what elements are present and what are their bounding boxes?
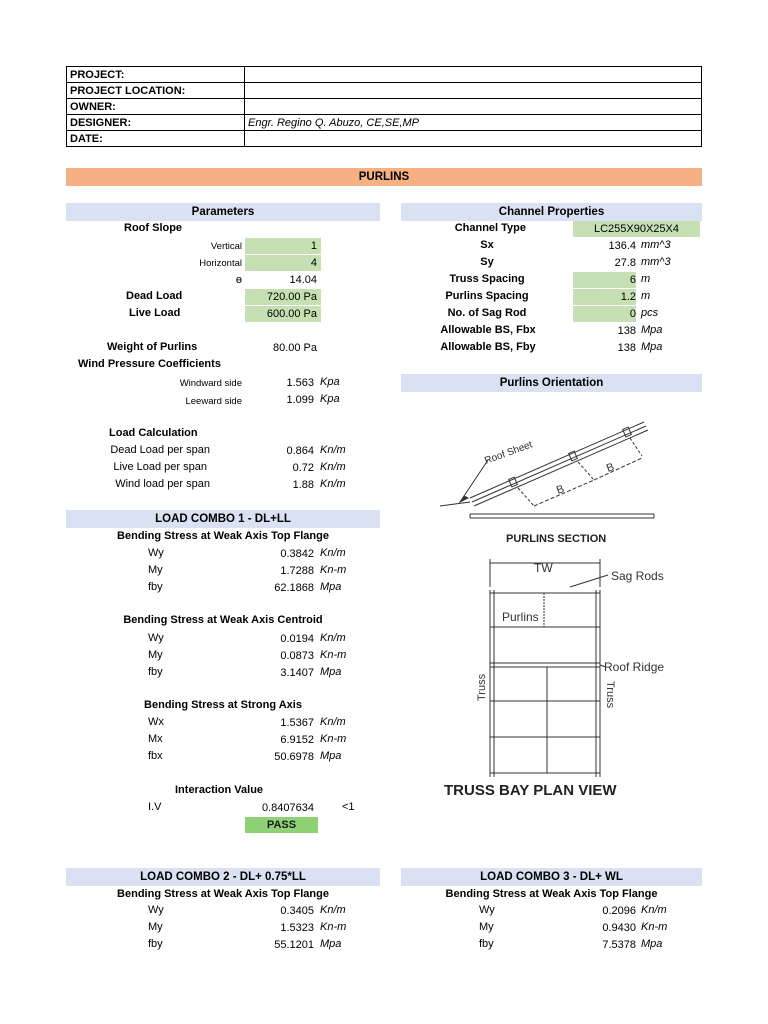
purlins-spacing-input[interactable]: 1.2	[573, 289, 636, 305]
sy-value: 27.8	[614, 257, 636, 269]
spacing-b-label-2: B	[604, 461, 616, 475]
leeward-label: Leeward side	[185, 396, 242, 407]
sag-rods-label: Sag Rods	[611, 569, 664, 583]
truss-spacing-unit: m	[641, 273, 651, 285]
spacing-b-label-1: B	[554, 483, 566, 497]
owner-value[interactable]	[245, 99, 702, 115]
combo2-wy-label: Wy	[148, 904, 164, 916]
roof-ridge-label: Roof Ridge	[604, 660, 665, 674]
combo3-my-unit: Kn-m	[641, 921, 668, 933]
allowable-fby-value: 138	[617, 342, 636, 354]
combo1-wy2-label: Wy	[148, 632, 164, 644]
combo1-fby2-unit: Mpa	[320, 666, 342, 678]
combo2-fby-unit: Mpa	[320, 938, 342, 950]
combo2-my-value: 1.5323	[280, 922, 314, 934]
leeward-value: 1.099	[286, 394, 314, 406]
combo1-my2-value: 0.0873	[280, 650, 314, 662]
truss-right-label: Truss	[604, 681, 616, 709]
weight-of-purlins-value: 80.00 Pa	[272, 342, 317, 354]
project-label: PROJECT:	[67, 67, 245, 83]
combo1-mx-value: 6.9152	[280, 734, 314, 746]
sx-value: 136.4	[608, 240, 636, 252]
sy-unit: mm^3	[641, 256, 671, 268]
combo1-fby2-label: fby	[148, 666, 163, 678]
combo1-my2-unit: Kn-m	[320, 649, 347, 661]
dead-load-input[interactable]: 720.00 Pa	[245, 289, 321, 305]
purlins-spacing-label: Purlins Spacing	[445, 290, 529, 302]
designer-label: DESIGNER:	[67, 115, 245, 131]
iv-limit: <1	[342, 801, 355, 813]
sag-rod-label: No. of Sag Rod	[447, 307, 527, 319]
combo1-wy2-unit: Kn/m	[320, 632, 346, 644]
combo1-wy1-unit: Kn/m	[320, 547, 346, 559]
combo1-fbx-label: fbx	[148, 750, 163, 762]
horizontal-label: Horizontal	[199, 258, 242, 269]
allowable-fbx-label: Allowable BS, Fbx	[440, 324, 536, 336]
combo2-top-flange-title: Bending Stress at Weak Axis Top Flange	[117, 888, 329, 900]
combo2-my-unit: Kn-m	[320, 921, 347, 933]
combo1-my1-value: 1.7288	[280, 565, 314, 577]
project-location-value[interactable]	[245, 83, 702, 99]
combo1-my1-unit: Kn-m	[320, 564, 347, 576]
live-load-per-span-value: 0.72	[292, 462, 314, 474]
theta-label: ɵ	[235, 274, 242, 286]
combo2-fby-value: 55.1201	[274, 939, 314, 951]
project-location-label: PROJECT LOCATION:	[67, 83, 245, 99]
combo3-wy-unit: Kn/m	[641, 904, 667, 916]
truss-left-label: Truss	[476, 673, 488, 701]
parameters-header: Parameters	[66, 203, 380, 221]
allowable-fby-unit: Mpa	[641, 341, 663, 353]
combo2-wy-value: 0.3405	[280, 905, 314, 917]
combo1-top-flange-title: Bending Stress at Weak Axis Top Flange	[117, 530, 329, 542]
purlins-spacing-unit: m	[641, 290, 651, 302]
wind-load-per-span-label: Wind load per span	[115, 478, 210, 490]
purlins-orientation-diagram	[430, 410, 660, 525]
allowable-fbx-unit: Mpa	[641, 324, 663, 336]
sy-label: Sy	[480, 256, 494, 268]
project-value[interactable]	[245, 67, 702, 83]
live-load-per-span-label: Live Load per span	[113, 461, 207, 473]
purlins-orientation-header: Purlins Orientation	[401, 374, 702, 392]
project-row	[67, 67, 702, 83]
date-label: DATE:	[67, 131, 245, 147]
live-load-input[interactable]: 600.00 Pa	[245, 306, 321, 322]
combo3-fby-label: fby	[479, 938, 494, 950]
vertical-label: Vertical	[210, 241, 242, 252]
combo1-wx-value: 1.5367	[280, 717, 314, 729]
channel-type-label: Channel Type	[454, 222, 526, 234]
load-calculation-label: Load Calculation	[109, 427, 198, 439]
dead-load-label: Dead Load	[126, 290, 183, 302]
load-combo-2-header: LOAD COMBO 2 - DL+ 0.75*LL	[66, 868, 380, 886]
combo2-fby-label: fby	[148, 938, 163, 950]
sx-label: Sx	[480, 239, 494, 251]
combo1-my2-label: My	[148, 649, 163, 661]
channel-properties-header: Channel Properties	[401, 203, 702, 221]
iv-label: I.V	[148, 801, 162, 813]
allowable-fby-label: Allowable BS, Fby	[440, 341, 536, 353]
vertical-input[interactable]: 1	[245, 238, 321, 254]
combo3-top-flange-title: Bending Stress at Weak Axis Top Flange	[445, 888, 658, 900]
combo3-my-value: 0.9430	[602, 922, 636, 934]
combo1-fby2-value: 3.1407	[280, 667, 314, 679]
combo2-wy-unit: Kn/m	[320, 904, 346, 916]
load-combo-1-header: LOAD COMBO 1 - DL+LL	[66, 510, 380, 528]
combo1-fby1-unit: Mpa	[320, 581, 342, 593]
tw-label: TW	[534, 561, 553, 575]
combo3-fby-value: 7.5378	[602, 939, 636, 951]
load-combo-3-header: LOAD COMBO 3 - DL+ WL	[401, 868, 702, 886]
project-location-row	[67, 83, 702, 99]
roof-slope-label: Roof Slope	[124, 222, 183, 234]
sx-unit: mm^3	[641, 239, 671, 251]
combo1-wx-unit: Kn/m	[320, 716, 346, 728]
truss-bay-plan-diagram	[470, 555, 670, 777]
combo1-wy2-value: 0.0194	[280, 633, 314, 645]
combo3-wy-value: 0.2096	[602, 905, 636, 917]
windward-value: 1.563	[286, 377, 314, 389]
purlins-label: Purlins	[502, 610, 539, 624]
combo1-fbx-unit: Mpa	[320, 750, 342, 762]
windward-unit: Kpa	[320, 376, 340, 388]
wind-pressure-label: Wind Pressure Coefficients	[78, 358, 221, 370]
combo3-fby-unit: Mpa	[641, 938, 663, 950]
combo1-wx-label: Wx	[148, 716, 164, 728]
combo1-centroid-title: Bending Stress at Weak Axis Centroid	[123, 614, 323, 626]
live-load-label: Live Load	[129, 307, 181, 319]
leeward-unit: Kpa	[320, 393, 340, 405]
dead-load-per-span-value: 0.864	[286, 445, 314, 457]
pass-status-badge: PASS	[245, 817, 318, 833]
interaction-value-title: Interaction Value	[175, 784, 264, 796]
section-title: PURLINS	[66, 168, 702, 186]
project-info-table	[66, 66, 702, 147]
combo3-my-label: My	[479, 921, 494, 933]
truss-spacing-input[interactable]: 6	[573, 272, 636, 288]
date-value[interactable]	[245, 131, 702, 147]
truss-bay-plan-title: TRUSS BAY PLAN VIEW	[444, 782, 617, 799]
weight-of-purlins-label: Weight of Purlins	[107, 341, 198, 353]
wind-load-per-span-value: 1.88	[292, 479, 314, 491]
purlins-section-title: PURLINS SECTION	[506, 533, 607, 545]
designer-row	[67, 115, 702, 131]
combo1-fbx-value: 50.6978	[274, 751, 314, 763]
combo1-fby1-label: fby	[148, 581, 163, 593]
live-load-per-span-unit: Kn/m	[320, 461, 346, 473]
horizontal-input[interactable]: 4	[245, 255, 321, 271]
combo1-wy1-value: 0.3842	[280, 548, 314, 560]
allowable-fbx-value: 138	[617, 325, 636, 337]
theta-value: 14.04	[289, 274, 317, 286]
owner-label: OWNER:	[67, 99, 245, 115]
combo1-wy1-label: Wy	[148, 547, 164, 559]
designer-value[interactable]: Engr. Regino Q. Abuzo, CE,SE,MP	[245, 115, 702, 131]
sag-rod-input[interactable]: 0	[573, 306, 636, 322]
combo1-fby1-value: 62.1868	[274, 582, 314, 594]
truss-spacing-label: Truss Spacing	[449, 273, 525, 285]
dead-load-per-span-label: Dead Load per span	[110, 444, 210, 456]
owner-row	[67, 99, 702, 115]
windward-label: Windward side	[179, 378, 242, 389]
dead-load-per-span-unit: Kn/m	[320, 444, 346, 456]
channel-type-select[interactable]: LC255X90X25X4	[573, 221, 700, 237]
combo1-mx-label: Mx	[148, 733, 163, 745]
sag-rod-unit: pcs	[641, 307, 659, 319]
combo1-my1-label: My	[148, 564, 163, 576]
combo2-my-label: My	[148, 921, 163, 933]
combo1-strong-axis-title: Bending Stress at Strong Axis	[144, 699, 302, 711]
combo1-mx-unit: Kn-m	[320, 733, 347, 745]
combo3-wy-label: Wy	[479, 904, 495, 916]
iv-value: 0.8407634	[262, 802, 314, 814]
roof-sheet-label: Roof Sheet	[483, 439, 535, 467]
wind-load-per-span-unit: Kn/m	[320, 478, 346, 490]
date-row	[67, 131, 702, 147]
